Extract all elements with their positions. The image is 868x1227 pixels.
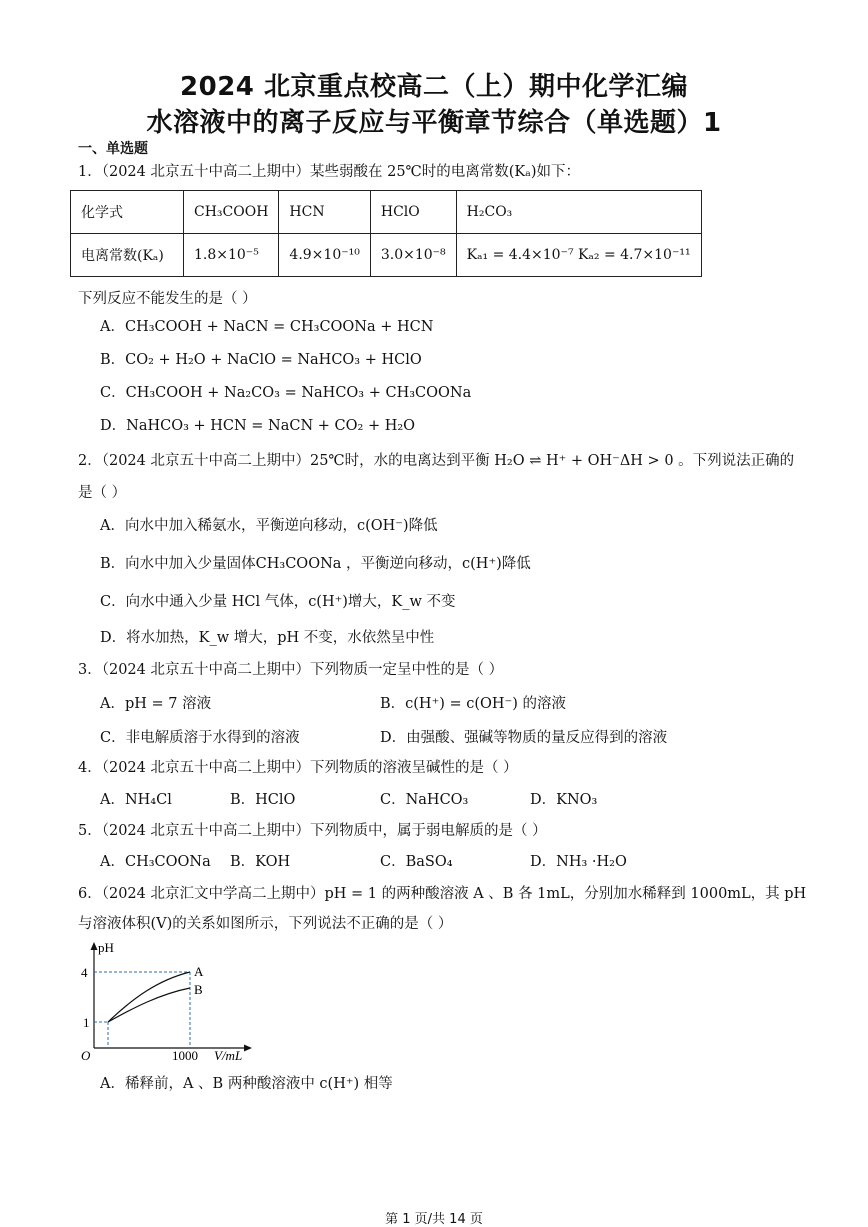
table-row xyxy=(71,234,702,277)
question-4-option-c[interactable]: C．NaHCO₃ xyxy=(380,792,469,808)
question-3-option-a[interactable]: A．pH = 7 溶液 xyxy=(100,696,212,712)
question-5-stem: 5．（2024 北京五十中高二上期中）下列物质中，属于弱电解质的是（ ） xyxy=(78,823,547,839)
table-cell: 电离常数(Kₐ) xyxy=(71,234,184,277)
table-row xyxy=(71,191,702,234)
section-heading: 一、单选题 xyxy=(78,141,148,157)
curve-b-label: B xyxy=(194,982,203,997)
question-4-option-b[interactable]: B．HClO xyxy=(230,792,296,808)
page-footer: 第 1 页/共 14 页 xyxy=(385,1212,483,1227)
question-1-option-d[interactable]: D．NaHCO₃ + HCN = NaCN + CO₂ + H₂O xyxy=(100,418,416,434)
table-cell: HCN xyxy=(279,191,370,234)
question-6-option-a[interactable]: A．稀释前，A 、B 两种酸溶液中 c(H⁺) 相等 xyxy=(100,1076,393,1092)
y-tick-4: 4 xyxy=(81,965,88,980)
question-1-option-b[interactable]: B．CO₂ + H₂O + NaClO = NaHCO₃ + HClO xyxy=(100,352,422,368)
table-cell: 4.9×10⁻¹⁰ xyxy=(279,234,370,277)
question-4-stem: 4．（2024 北京五十中高二上期中）下列物质的溶液呈碱性的是（ ） xyxy=(78,760,518,776)
question-1-option-c[interactable]: C．CH₃COOH + Na₂CO₃ = NaHCO₃ + CH₃COONa xyxy=(100,385,472,401)
question-3-option-c[interactable]: C．非电解质溶于水得到的溶液 xyxy=(100,730,300,746)
table-cell: CH₃COOH xyxy=(184,191,279,234)
table-cell: 化学式 xyxy=(71,191,184,234)
question-6-stem-line2: 与溶液体积(V)的关系如图所示，下列说法不正确的是（ ） xyxy=(78,916,453,932)
table-cell: 3.0×10⁻⁸ xyxy=(370,234,456,277)
curve-b xyxy=(108,988,190,1022)
origin-label: O xyxy=(81,1048,91,1060)
y-axis-label: pH xyxy=(98,940,114,955)
table-cell: Kₐ₁ = 4.4×10⁻⁷ Kₐ₂ = 4.7×10⁻¹¹ xyxy=(456,234,701,277)
table-cell: H₂CO₃ xyxy=(456,191,701,234)
curve-a-label: A xyxy=(194,964,204,979)
table-cell: HClO xyxy=(370,191,456,234)
question-2-option-b[interactable]: B．向水中加入少量固体CH₃COONa ，平衡逆向移动，c(H⁺)降低 xyxy=(100,556,531,572)
x-axis-arrow xyxy=(244,1045,252,1052)
x-tick-1000: 1000 xyxy=(172,1048,198,1060)
question-2-stem-line2: 是（ ） xyxy=(78,485,127,501)
question-2-option-d[interactable]: D．将水加热，K_w 增大，pH 不变，水依然呈中性 xyxy=(100,630,435,646)
question-3-option-d[interactable]: D．由强酸、强碱等物质的量反应得到的溶液 xyxy=(380,730,668,746)
table-cell: 1.8×10⁻⁵ xyxy=(184,234,279,277)
question-3-option-b[interactable]: B．c(H⁺) = c(OH⁻) 的溶液 xyxy=(380,696,566,712)
question-2-option-c[interactable]: C．向水中通入少量 HCl 气体，c(H⁺)增大，K_w 不变 xyxy=(100,594,456,610)
question-1-stem: 1．（2024 北京五十中高二上期中）某些弱酸在 25℃时的电离常数(Kₐ)如下： xyxy=(78,164,581,180)
question-5-option-c[interactable]: C．BaSO₄ xyxy=(380,854,453,870)
question-2-option-a[interactable]: A．向水中加入稀氨水，平衡逆向移动，c(OH⁻)降低 xyxy=(100,518,438,534)
question-6-stem-line1: 6．（2024 北京汇文中学高二上期中）pH = 1 的两种酸溶液 A 、B 各 1mL，分别加水稀释到 1000mL，其 pH xyxy=(78,886,807,902)
question-5-option-b[interactable]: B．KOH xyxy=(230,854,291,870)
question-4-option-d[interactable]: D．KNO₃ xyxy=(530,792,598,808)
question-2-stem-line1: 2．（2024 北京五十中高二上期中）25℃时，水的电离达到平衡 H₂O ⇌ H⁺ + OH⁻ΔH > 0 。下列说法正确的 xyxy=(78,453,795,469)
question-1-option-a[interactable]: A．CH₃COOH + NaCN = CH₃COONa + HCN xyxy=(100,319,434,335)
curve-a xyxy=(108,972,190,1022)
question-3-stem: 3．（2024 北京五十中高二上期中）下列物质一定呈中性的是（ ） xyxy=(78,662,504,678)
document-title-line2: 水溶液中的离子反应与平衡章节综合（单选题）1 xyxy=(146,108,722,138)
ph-dilution-graph xyxy=(78,938,268,1060)
question-4-option-a[interactable]: A．NH₄Cl xyxy=(100,792,172,808)
question-5-option-d[interactable]: D．NH₃ ·H₂O xyxy=(530,854,627,870)
y-tick-1: 1 xyxy=(83,1015,90,1030)
x-axis-label: V/mL xyxy=(214,1048,243,1060)
ionization-constant-table xyxy=(70,190,702,277)
question-5-option-a[interactable]: A．CH₃COONa xyxy=(100,854,211,870)
question-1-prompt: 下列反应不能发生的是（ ） xyxy=(78,291,257,307)
y-axis-arrow xyxy=(91,942,98,950)
document-title-line1: 2024 北京重点校高二（上）期中化学汇编 xyxy=(180,72,688,102)
